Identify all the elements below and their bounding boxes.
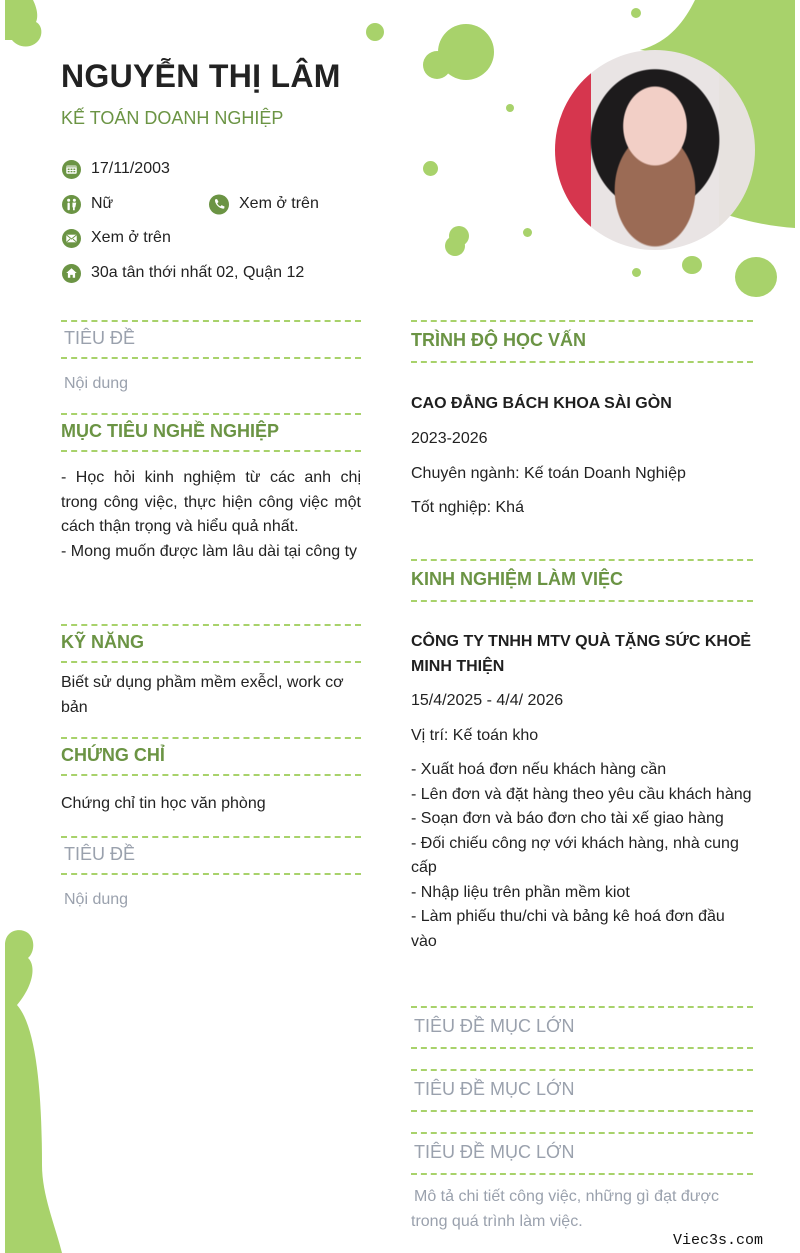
education-title: TRÌNH ĐỘ HỌC VẤN (411, 330, 586, 350)
birthdate-row (61, 159, 170, 179)
education-entry (411, 363, 753, 559)
placeholder-section-title[interactable]: TIÊU ĐỀ MỤC LỚN (414, 1016, 575, 1036)
home-icon (61, 263, 81, 283)
placeholder-section-body[interactable]: Nội dung (64, 891, 129, 908)
certificates-title: CHỨNG CHỈ (61, 745, 165, 765)
duty-item: - Làm phiếu thu/chi và bảng kê hoá đơn đầu vào (411, 908, 725, 950)
objective-body (61, 452, 361, 624)
decor-left-bottom-blob (0, 925, 70, 1253)
objective-line: - Học hỏi kinh nghiệm từ các anh chị trong công việc, thực hiện công việc một cách thận trọng và hiểu quả nhất. (61, 469, 361, 535)
decor-dot (366, 23, 384, 41)
placeholder-section-body[interactable]: Nội dung (64, 375, 129, 392)
decor-dot (523, 228, 532, 237)
gender-icon (61, 194, 81, 214)
school-major: Chuyên ngành: Kế toán Doanh Nghiệp (411, 464, 686, 482)
school-name: CAO ĐẲNG BÁCH KHOA SÀI GÒN (411, 395, 672, 412)
placeholder-section-title[interactable]: TIÊU ĐỀ MỤC LỚN (414, 1079, 575, 1099)
calendar-icon (61, 159, 81, 179)
decor-dot (735, 257, 777, 297)
skills-title: KỸ NĂNG (61, 632, 145, 652)
gender-value: Nữ (91, 195, 114, 212)
address-row (61, 263, 304, 283)
placeholder-section-title[interactable]: TIÊU ĐỀ (64, 328, 136, 348)
decor-top-left-blob (0, 0, 50, 50)
duty-item: - Soạn đơn và báo đơn cho tài xế giao hàng (411, 810, 724, 827)
phone-value: Xem ở trên (239, 195, 319, 212)
candidate-name: NGUYỄN THỊ LÂM (61, 58, 341, 94)
watermark: Viec3s.com (673, 1232, 764, 1249)
duty-list (411, 758, 753, 954)
objective-title: MỤC TIÊU NGHỀ NGHIỆP (61, 421, 280, 441)
decor-dot (682, 256, 702, 274)
duty-item: - Đối chiếu công nợ với khách hàng, nhà cung cấp (411, 834, 739, 876)
company-name: CÔNG TY TNHH MTV QUÀ TẶNG SỨC KHOẺ MINH THIỆN (411, 633, 752, 675)
experience-title: KINH NGHIỆM LÀM VIỆC (411, 569, 624, 589)
experience-entry (411, 602, 753, 1006)
phone-icon (209, 194, 229, 214)
birthdate-value: 17/11/2003 (91, 160, 170, 177)
objective-line: - Mong muốn được làm lâu dài tại công ty (61, 542, 358, 560)
duty-item: - Lên đơn và đặt hàng theo yêu cầu khách hàng (411, 785, 752, 803)
placeholder-section-title[interactable]: TIÊU ĐỀ (64, 844, 136, 864)
skills-body: Biết sử dụng phầm mềm exễcl, work cơ bản (61, 674, 344, 716)
email-row (61, 228, 171, 248)
job-title: KẾ TOÁN DOANH NGHIỆP (61, 108, 284, 128)
job-position: Vị trí: Kế toán kho (411, 726, 539, 744)
left-column (61, 320, 361, 909)
gender-row (61, 194, 113, 214)
placeholder-section-body[interactable]: Mô tả chi tiết công việc, những gì đạt được trong quá trình làm việc. (411, 1188, 719, 1230)
phone-row (209, 194, 319, 214)
decor-dot (445, 236, 465, 256)
address-value: 30a tân thới nhất 02, Quận 12 (91, 264, 305, 281)
avatar (555, 50, 755, 250)
school-years: 2023-2026 (411, 430, 488, 447)
decor-dot (631, 8, 641, 18)
certificates-body: Chứng chỉ tin học văn phòng (61, 795, 266, 812)
envelope-icon (61, 228, 81, 248)
decor-dot (632, 268, 641, 277)
placeholder-section-title[interactable]: TIÊU ĐỀ MỤC LỚN (414, 1142, 575, 1162)
job-period: 15/4/2025 - 4/4/ 2026 (411, 692, 564, 709)
duty-item: - Nhập liệu trên phần mềm kiot (411, 883, 630, 901)
school-grade: Tốt nghiệp: Khá (411, 499, 524, 516)
duty-item: - Xuất hoá đơn nếu khách hàng cần (411, 761, 667, 778)
email-value: Xem ở trên (91, 229, 171, 246)
decor-dot (423, 51, 451, 79)
decor-dot (423, 161, 438, 176)
decor-dot (506, 104, 514, 112)
right-column (411, 320, 753, 1234)
